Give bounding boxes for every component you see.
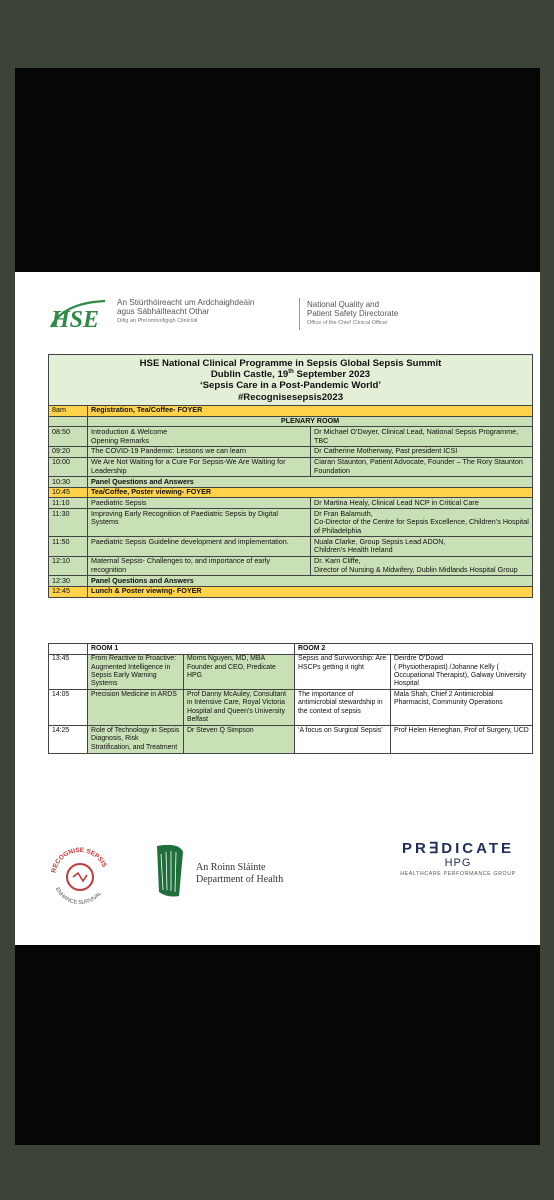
agenda-row bbox=[49, 537, 533, 556]
agenda-document bbox=[15, 272, 540, 945]
predicate-hpg: HPG bbox=[444, 857, 472, 869]
nqp-line-2: Patient Safety Directorate bbox=[307, 309, 399, 319]
row-time: 09:20 bbox=[49, 446, 88, 457]
row-session: Maternal Sepsis- Challenges to, and importance of early recognition bbox=[88, 556, 311, 575]
room2-heading: ROOM 2 bbox=[295, 644, 533, 655]
title-line-2: Dublin Castle, 19th September 2023 bbox=[210, 369, 371, 381]
row-time: 10:45 bbox=[49, 487, 88, 498]
predicate-tagline: HEALTHCARE PERFORMANCE GROUP bbox=[400, 871, 516, 877]
svg-text:RECOGNISE SEPSIS: RECOGNISE SEPSIS bbox=[50, 846, 108, 874]
predicate-hpg-logo bbox=[388, 840, 528, 878]
row-time: 12:45 bbox=[49, 586, 88, 597]
agenda-row bbox=[49, 416, 533, 427]
room1-speaker: Morris Nguyen, MD, MBA Founder and CEO, Predicate HPG bbox=[184, 654, 295, 690]
svg-text:ENHANCE SURVIVAL: ENHANCE SURVIVAL bbox=[53, 886, 104, 907]
title-row bbox=[49, 355, 533, 406]
agenda-row bbox=[49, 427, 533, 446]
row-session: Panel Questions and Answers bbox=[88, 476, 533, 487]
row-session: We Are Not Waiting for a Cure For Sepsis-We Are Waiting for Leadership bbox=[88, 457, 311, 476]
dept-english-name: Department of Health bbox=[196, 874, 284, 885]
room2-speaker: Deirdre O’Dowd ( Physiotherapist) /Johanne Kelly ( Occupational Therapist), Galway University Hospital bbox=[391, 654, 533, 690]
row-speaker: Dr. Karn Cliffe, Director of Nursing & Midwifery, Dublin Midlands Hospital Group bbox=[311, 556, 533, 575]
hse-logo bbox=[45, 297, 111, 333]
row-time bbox=[49, 644, 88, 655]
room2-topic: The importance of antimicrobial stewardship in the context of sepsis bbox=[295, 690, 391, 726]
row-time: 10:00 bbox=[49, 457, 88, 476]
room1-topic: From Reactive to Proactive: Augmented Intelligence in Sepsis Early Warning Systems bbox=[88, 654, 184, 690]
row-time: 12:10 bbox=[49, 556, 88, 575]
row-time: 11:50 bbox=[49, 537, 88, 556]
title-hashtag: #Recognisesepsis2023 bbox=[237, 391, 344, 403]
hse-directorate-irish bbox=[117, 298, 295, 327]
hse-office-small: Oifig an Phríomhoifigigh Cliniciúil bbox=[117, 318, 198, 325]
row-session: The COVID-19 Pandemic: Lessons we can learn bbox=[88, 446, 311, 457]
room2-speaker: Prof Helen Heneghan, Prof of Surgery, UCD bbox=[391, 726, 533, 753]
nqp-line-1: National Quality and bbox=[307, 300, 380, 309]
row-time: 14:25 bbox=[49, 726, 88, 753]
room2-topic: ‘A focus on Surgical Sepsis’ bbox=[295, 726, 391, 753]
room1-speaker: Prof Danny McAuley, Consultant in Intensive Care, Royal Victoria Hospital and Queen’s University Belfast bbox=[184, 690, 295, 726]
hse-line-2: agus Sábháilteacht Othar bbox=[117, 307, 210, 317]
plenary-room-heading: PLENARY ROOM bbox=[88, 416, 533, 427]
hse-line-1: An Stiúrthóireacht um Ardchaighdeáin bbox=[117, 298, 255, 307]
row-speaker: Ciaran Staunton, Patient Advocate, Founder – The Rory Staunton Foundation bbox=[311, 457, 533, 476]
row-time: 08:50 bbox=[49, 427, 88, 446]
bottom-dark-band bbox=[15, 945, 540, 1145]
row-time: 10:30 bbox=[49, 476, 88, 487]
row-session: Registration, Tea/Coffee- FOYER bbox=[88, 405, 533, 416]
room2-topic: Sepsis and Survivorship: Are HSCPs getting it right bbox=[295, 654, 391, 690]
recognise-sepsis-logo bbox=[45, 843, 115, 907]
plenary-agenda-table bbox=[48, 354, 533, 598]
room2-speaker: Mala Shah, Chief 2 Antimicrobial Pharmacist, Community Operations bbox=[391, 690, 533, 726]
room1-heading: ROOM 1 bbox=[88, 644, 295, 655]
agenda-row bbox=[49, 556, 533, 575]
row-time: 14:05 bbox=[49, 690, 88, 726]
row-speaker: Dr Martina Healy, Clinical Lead NCP in Critical Care bbox=[311, 498, 533, 509]
nqpsd-heading bbox=[307, 300, 467, 329]
agenda-row bbox=[49, 498, 533, 509]
row-time: 11:10 bbox=[49, 498, 88, 509]
nqp-office-small: Office of the Chief Clinical Officer bbox=[307, 320, 388, 327]
agenda-row bbox=[49, 476, 533, 487]
top-dark-band bbox=[15, 68, 540, 272]
row-session: Lunch & Poster viewing- FOYER bbox=[88, 586, 533, 597]
agenda-row bbox=[49, 446, 533, 457]
document-header bbox=[45, 292, 515, 352]
row-speaker: Dr Michael O’Dwyer, Clinical Lead, National Sepsis Programme, TBC bbox=[311, 427, 533, 446]
room1-topic: Role of Technology in Sepsis Diagnosis, Risk Stratification, and Treatment bbox=[88, 726, 184, 753]
harp-emblem bbox=[149, 840, 189, 902]
rooms-row bbox=[49, 726, 533, 753]
agenda-row bbox=[49, 487, 533, 498]
row-time bbox=[49, 416, 88, 427]
department-of-health-logo bbox=[196, 862, 283, 886]
row-speaker: Nuala Clarke, Group Sepsis Lead ADON, Children’s Health Ireland bbox=[311, 537, 533, 556]
row-time: 11:30 bbox=[49, 509, 88, 537]
row-session: Tea/Coffee, Poster viewing- FOYER bbox=[88, 487, 533, 498]
title-line-3: ‘Sepsis Care in a Post-Pandemic World’ bbox=[199, 380, 382, 392]
agenda-row bbox=[49, 509, 533, 537]
row-session: Panel Questions and Answers bbox=[88, 575, 533, 586]
breakout-rooms-table bbox=[48, 643, 533, 754]
agenda-row bbox=[49, 575, 533, 586]
agenda-row bbox=[49, 457, 533, 476]
row-session: Improving Early Recognition of Paediatric Sepsis by Digital Systems bbox=[88, 509, 311, 537]
predicate-wordmark: PR∃DICATE bbox=[401, 840, 515, 857]
row-speaker: Dr Fran Balamuth, Co-Director of the Centre for Sepsis Excellence, Children’s Hospital of Philadelphia bbox=[311, 509, 533, 537]
dept-irish-name: An Roinn Sláinte bbox=[196, 862, 266, 873]
row-time: 13:45 bbox=[49, 654, 88, 690]
row-session: Paediatric Sepsis Guideline development and implementation. bbox=[88, 537, 311, 556]
agenda-row bbox=[49, 586, 533, 597]
row-time: 8am bbox=[49, 405, 88, 416]
room1-topic: Precision Medicine in ARDS bbox=[88, 690, 184, 726]
rooms-row bbox=[49, 654, 533, 690]
row-session: Paediatric Sepsis bbox=[88, 498, 311, 509]
rooms-row bbox=[49, 690, 533, 726]
agenda-title bbox=[49, 355, 533, 406]
agenda-row bbox=[49, 405, 533, 416]
title-line-1: HSE National Clinical Programme in Sepsis Global Sepsis Summit bbox=[139, 358, 442, 369]
row-time: 12:30 bbox=[49, 575, 88, 586]
header-divider bbox=[299, 298, 300, 330]
rooms-header-row bbox=[49, 644, 533, 655]
row-session: Introduction & Welcome Opening Remarks bbox=[88, 427, 311, 446]
svg-text:HSE: HSE bbox=[51, 307, 100, 333]
row-speaker: Dr Catherine Motherway, Past president ICSI bbox=[311, 446, 533, 457]
room1-speaker: Dr Steven Q Simpson bbox=[184, 726, 295, 753]
